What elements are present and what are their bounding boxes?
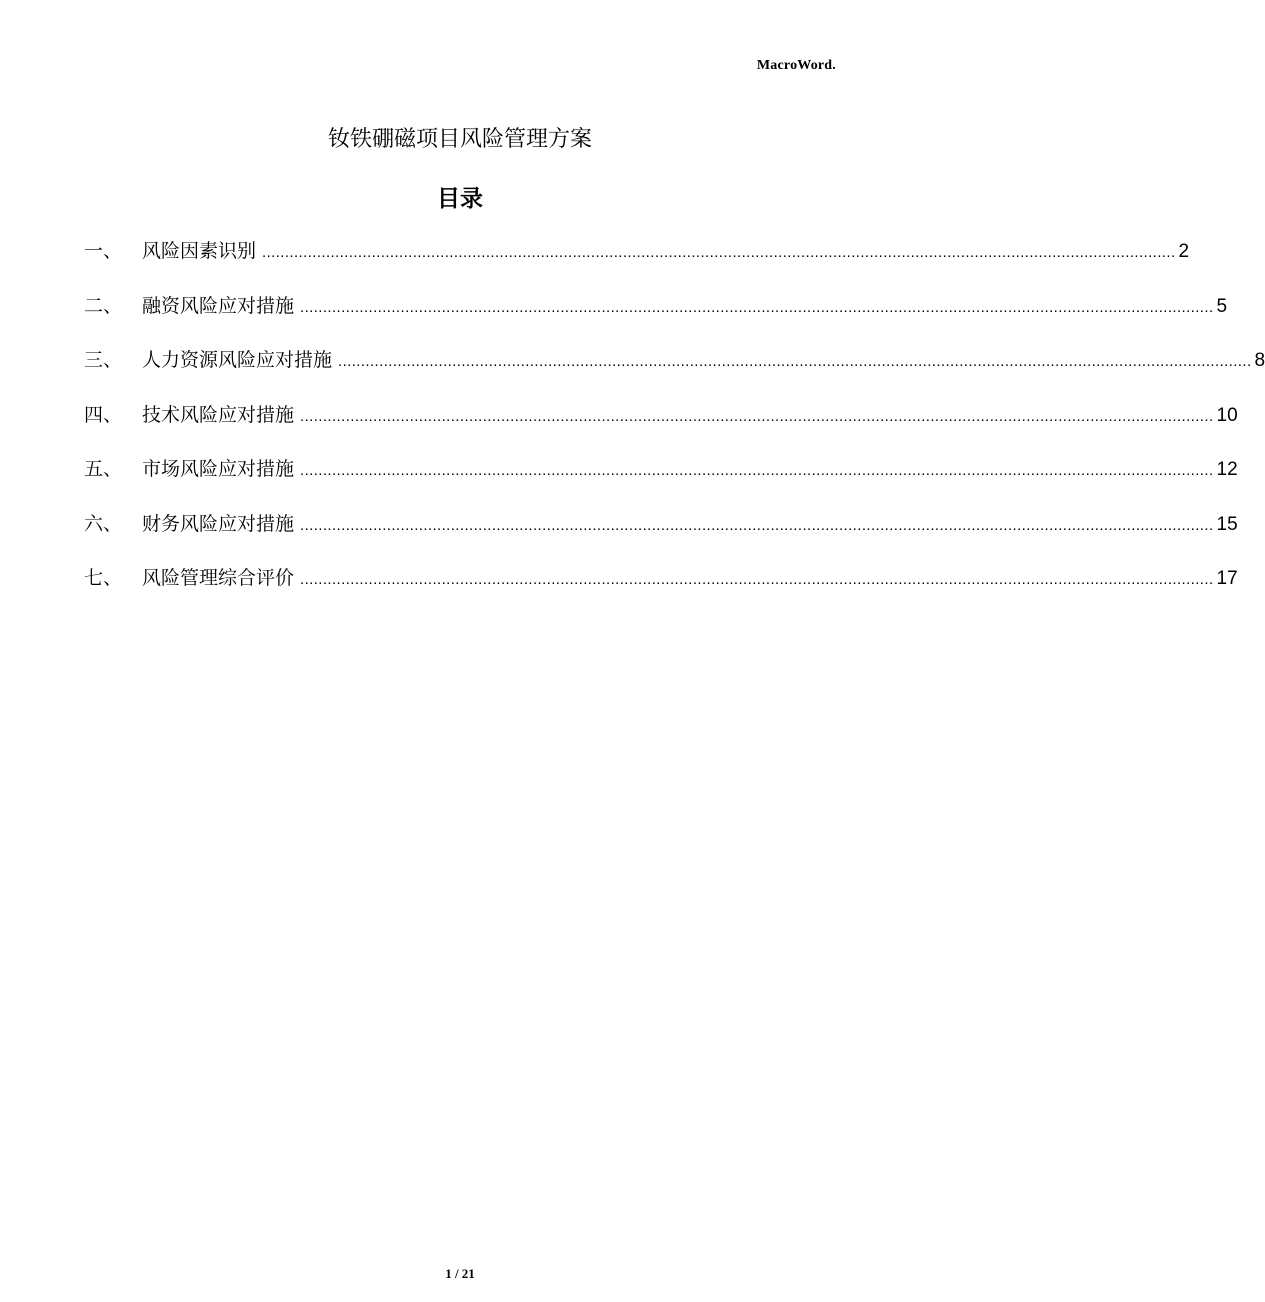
toc-entry-number: 一、 [84, 240, 123, 262]
toc-entry-4[interactable] [84, 398, 1238, 453]
toc-dot-leader: ........................................................................................................................................................................................................ [300, 571, 1214, 588]
toc-entry-label: 财务风险应对措施 [142, 512, 295, 535]
toc-entry-page: 2 [1178, 241, 1190, 262]
toc-entry-page: 10 [1216, 404, 1238, 426]
header-brand: MacroWord. [756, 58, 836, 73]
toc-entry-label: 风险管理综合评价 [142, 567, 295, 589]
toc-entry-page: 8 [1254, 350, 1265, 371]
toc-entry-number: 七、 [84, 567, 123, 589]
toc-dot-leader: ........................................................................................................................................................................................................ [300, 298, 1214, 316]
toc-entry-1[interactable] [84, 234, 1190, 289]
toc-dot-leader: ........................................................................................................................................................................................................ [300, 407, 1214, 425]
toc-entry-page: 17 [1216, 568, 1238, 589]
toc-entry-page: 15 [1216, 513, 1238, 535]
toc-entry-label: 技术风险应对措施 [142, 403, 295, 426]
toc-dot-leader: ........................................................................................................................................................................................................ [300, 462, 1214, 479]
toc-dot-leader: ........................................................................................................................................................................................................ [300, 516, 1214, 534]
page-indicator: 1 / 21 [445, 1266, 475, 1281]
toc-entry-label: 风险因素识别 [142, 240, 257, 262]
toc-entry-2[interactable] [84, 289, 1228, 344]
toc-entry-number: 四、 [84, 403, 123, 426]
toc-entry-7[interactable] [84, 561, 1238, 616]
toc-entry-page: 5 [1216, 295, 1228, 317]
document-title: 钕铁硼磁项目风险管理方案 [327, 127, 592, 152]
toc-entry-number: 三、 [84, 349, 123, 371]
toc-entry-number: 六、 [84, 512, 123, 535]
toc-dot-leader: ........................................................................................................................................................................................................ [262, 244, 1176, 261]
toc-entry-5[interactable] [84, 452, 1238, 507]
toc-entry-number: 五、 [84, 458, 123, 480]
toc-entry-page: 12 [1216, 459, 1238, 480]
toc-heading: 目录 [437, 186, 483, 212]
toc-entry-label: 人力资源风险应对措施 [142, 349, 333, 371]
toc-entry-number: 二、 [84, 294, 123, 317]
toc-entry-label: 市场风险应对措施 [142, 458, 295, 480]
table-of-contents [84, 234, 1265, 616]
toc-entry-3[interactable] [84, 343, 1265, 398]
toc-entry-label: 融资风险应对措施 [142, 294, 295, 317]
toc-entry-6[interactable] [84, 507, 1238, 562]
toc-dot-leader: ........................................................................................................................................................................................................ [338, 353, 1252, 370]
